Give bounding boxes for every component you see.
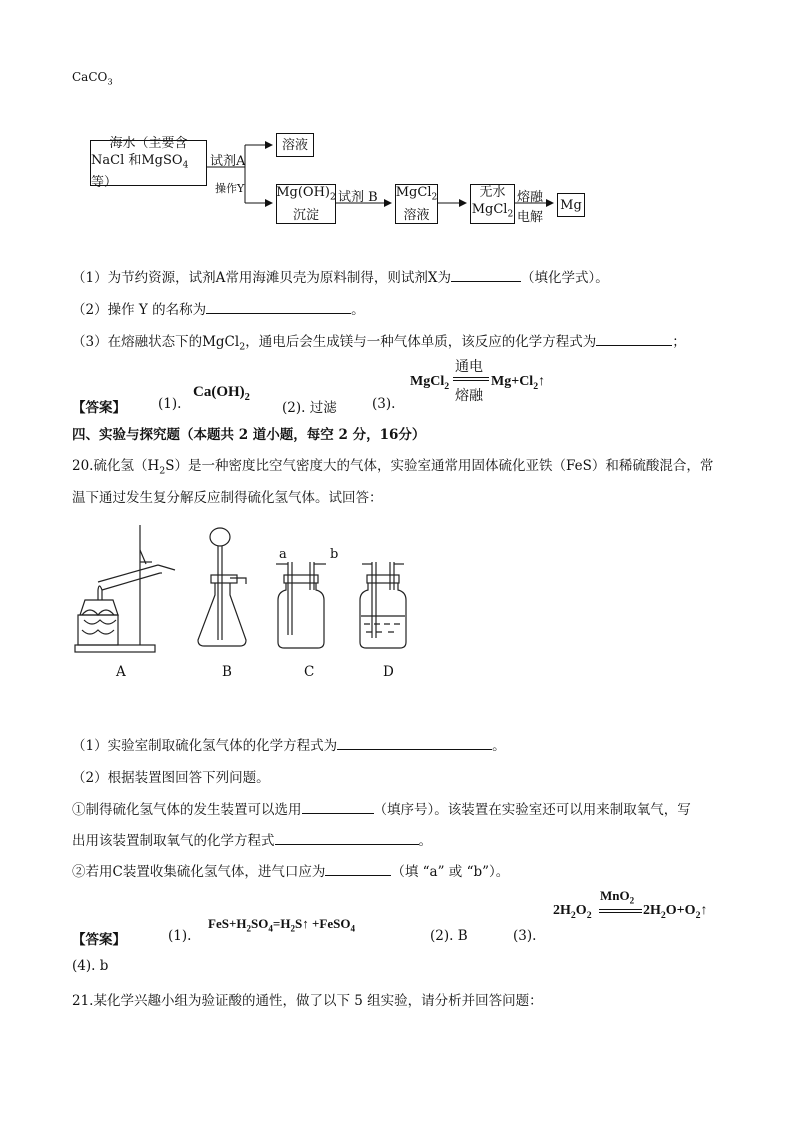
q19-answer2: (2). 过滤 [282,400,337,416]
label-a: A [116,664,126,680]
mg-box: Mg [557,193,585,217]
apparatus-a [75,525,175,652]
mgoh2-box: $Mg(OH)_2$ 沉淀 [276,185,336,223]
electrolysis-label: 电解 [517,210,544,225]
top-formula: CaCO$_3$ [72,70,113,87]
q20-part2-1-cont: 出用该装置制取氧气的化学方程式 。 [72,833,432,849]
q19-part2: （2）操作 Y 的名称为 。 [72,302,365,318]
port-b-label: b [330,547,339,562]
q20-eq2-line [599,909,642,910]
q19-eq-line [453,377,489,378]
label-b: B [222,664,232,680]
q21-intro: 21.某化学兴趣小组为验证酸的通性，做了以下 5 组实验，请分析并回答问题： [72,993,543,1009]
q19-answer3-right: $Mg+Cl_2↑$ [491,374,546,392]
q20-eq2-catalyst: MnO$_2$ [600,888,635,906]
solution-box: 溶液 [276,133,314,157]
q19-answer3-num: (3). [372,396,396,412]
q20-part2: （2）根据装置图回答下列问题。 [72,770,270,786]
label-c: C [304,664,315,680]
apparatus-d [360,562,406,648]
q19-answer-label: 【答案】 [72,400,126,416]
port-a-label: a [279,547,287,562]
section-heading: 四、实验与探究题（本题共 2 道小题，每空 2 分，16分） [72,427,426,443]
q20-part1: （1）实验室制取硫化氢气体的化学方程式为 。 [72,738,506,754]
reagent-b-label: 试剂 B [338,190,378,205]
q20-answer1-formula: $FeS+H_2SO_4=H_2S↑$ +FeSO$_4$ [208,916,355,934]
q20-answer2: (2). B [430,928,468,944]
apparatus-b [198,528,246,646]
melt-label: 熔融 [517,190,544,205]
q20-intro-line2: 温下通过发生复分解反应制得硫化氢气体。试回答： [72,490,383,506]
reagent-a-label: 试剂A [210,154,246,169]
q20-eq2-right: $2H_2O+O_2↑$ [643,903,708,921]
q19-eq-bottom: 熔融 [455,388,483,404]
q20-answer3-num: (3). [513,928,537,944]
q20-answer1-num: (1). [168,928,192,944]
q20-eq2-line2 [599,912,642,913]
q20-part2-2: ②若用C装置收集硫化氢气体，进气口应为 （填 “a” 或 “b”）。 [72,864,510,880]
q19-answer1-num: (1). [158,396,182,412]
q20-eq2-left: $2H_2O_2$ [553,903,592,921]
q19-part1: （1）为节约资源，试剂A常用海滩贝壳为原料制得，则试剂X为 （填化学式）。 [72,270,609,286]
apparatus-c [276,562,326,648]
q19-answer3-left: MgCl$_2$ [410,374,450,392]
q20-part2-1: ①制得硫化氢气体的发生装置可以选用 （填序号）。该装置在实验室还可以用来制取氧气，写 [72,802,691,818]
q19-eq-line2 [453,380,489,381]
label-d: D [383,664,394,680]
q19-answer1-formula: $Ca(OH)_2$ [193,384,250,403]
seawater-box: 海水（主要含 NaCl 和MgSO$_4$等） [90,140,207,186]
q19-eq-top: 通电 [455,359,483,375]
apparatus-figure [70,520,430,660]
q20-answer-label: 【答案】 [72,932,126,948]
q20-intro-line1: 20.硫化氢$(H_2S)$是一种密度比空气密度大的气体，实验室通常用固体硫化亚铁（FeS）和稀硫酸混合，常 [72,458,714,477]
operation-y-label: 操作Y [215,182,245,195]
anhydrous-mgcl2-box: 无水 MgCl$_2$ [470,184,515,224]
mgcl2-solution-box: MgCl$_2$ 溶液 [395,185,438,223]
q20-answer4: (4). b [72,958,109,974]
q19-part3: （3）在熔融状态下的MgCl$_2$，通电后会生成镁与一种气体单质，该反应的化学方程式为 ； [72,334,686,353]
